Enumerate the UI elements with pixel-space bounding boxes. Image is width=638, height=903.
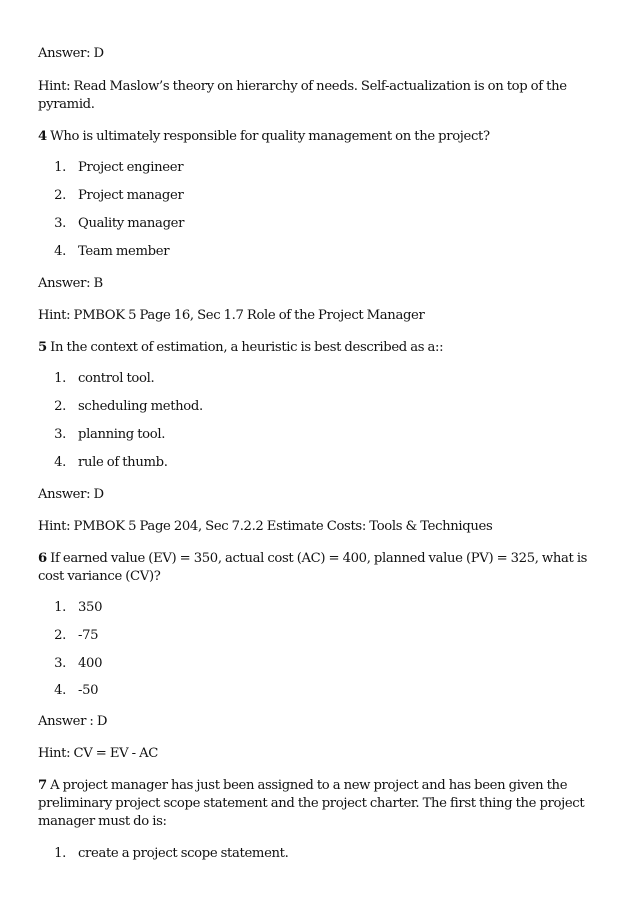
question-number: 7 (38, 778, 47, 793)
answer-text: Answer: B (38, 276, 103, 291)
option-text: 350 (78, 600, 103, 615)
hint-text: Hint: PMBOK 5 Page 204, Sec 7.2.2 Estimate Costs: Tools & Techniques (38, 519, 493, 534)
option-text: -50 (78, 683, 99, 698)
question-text-continued: preliminary project scope statement and the project charter. The first thing the project (38, 796, 585, 811)
option-number: 3. (54, 427, 66, 442)
option-number: 3. (54, 656, 66, 671)
question-text-continued: cost variance (CV)? (38, 569, 161, 584)
question-text: In the context of estimation, a heuristic is best described as a:: (50, 340, 444, 355)
question-text-continued: manager must do is: (38, 814, 167, 829)
option-number: 3. (54, 216, 66, 231)
option-text: Project engineer (78, 160, 184, 175)
option-text: rule of thumb. (78, 455, 168, 470)
option-number: 4. (54, 244, 66, 259)
option-number: 1. (54, 371, 66, 386)
question-text: A project manager has just been assigned to a new project and has been given the (50, 778, 568, 793)
question-text: If earned value (EV) = 350, actual cost (AC) = 400, planned value (PV) = 325, what is (50, 551, 588, 566)
option-text: planning tool. (78, 427, 166, 442)
option-text: Team member (78, 244, 170, 259)
option-text: Quality manager (78, 216, 185, 231)
question-7 (38, 777, 567, 795)
option-number: 1. (54, 846, 66, 861)
hint-text: Hint: PMBOK 5 Page 16, Sec 1.7 Role of the Project Manager (38, 308, 425, 323)
option-text: scheduling method. (78, 399, 203, 414)
option-text: -75 (78, 628, 99, 643)
option-text: control tool. (78, 371, 155, 386)
option-number: 2. (54, 188, 66, 203)
option-text: create a project scope statement. (78, 846, 289, 861)
answer-text: Answer : D (38, 714, 108, 729)
hint-text: Hint: CV = EV - AC (38, 746, 158, 761)
question-4 (38, 128, 490, 146)
hint-text-continued: pyramid. (38, 97, 95, 112)
question-number: 5 (38, 340, 47, 355)
question-5 (38, 339, 443, 357)
answer-text: Answer: D (38, 487, 104, 502)
option-number: 2. (54, 399, 66, 414)
question-6 (38, 550, 587, 568)
answer-text: Answer: D (38, 46, 104, 61)
option-number: 2. (54, 628, 66, 643)
hint-text: Hint: Read Maslow’s theory on hierarchy of needs. Self-actualization is on top of the (38, 79, 567, 94)
option-text: 400 (78, 656, 103, 671)
question-number: 4 (38, 129, 47, 144)
option-number: 1. (54, 600, 66, 615)
option-number: 4. (54, 455, 66, 470)
option-number: 1. (54, 160, 66, 175)
question-text: Who is ultimately responsible for quality management on the project? (50, 129, 490, 144)
question-number: 6 (38, 551, 47, 566)
option-text: Project manager (78, 188, 184, 203)
option-number: 4. (54, 683, 66, 698)
